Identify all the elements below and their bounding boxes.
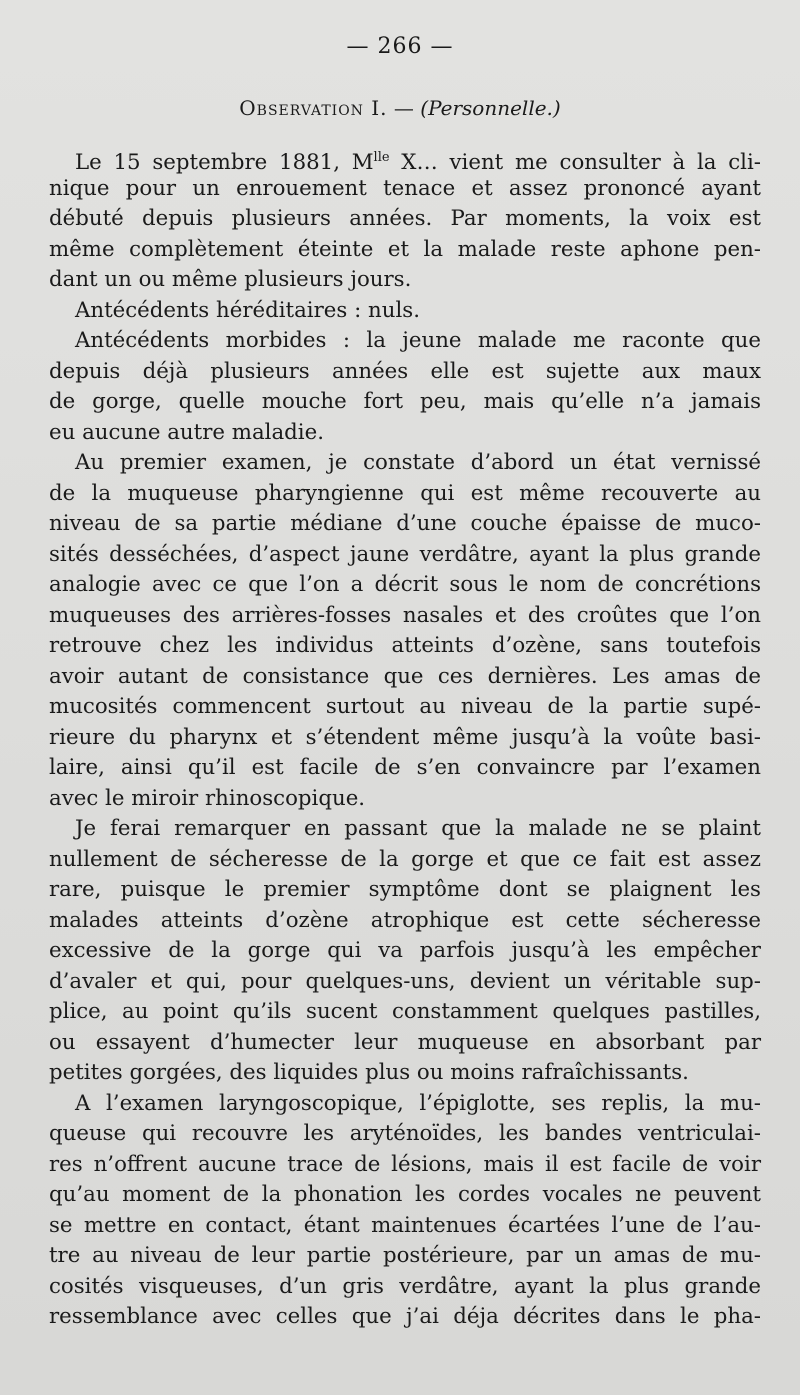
text-line-content: ressemblance avec celles que j’ai déja décrites dans le pha- (49, 1304, 761, 1329)
text-line-content: se mettre en contact, étant maintenues écartées l’une de l’au- (49, 1212, 761, 1238)
text-line (49, 448, 761, 479)
text-line (49, 418, 761, 449)
text-line-content: Antécédents héréditaires : nuls. (75, 297, 420, 323)
text-line (49, 479, 761, 510)
text-line (49, 296, 761, 327)
observation-heading (0, 96, 800, 120)
text-line (49, 1150, 761, 1181)
observation-label: Observation I. (239, 96, 388, 120)
observation-source: (Personnelle.) (420, 96, 561, 120)
text-line-content: mucosités commencent surtout au niveau de la partie supé- (49, 694, 761, 719)
text-line-content: A l’examen laryngoscopique, l’épiglotte, ses replis, la mu- (75, 1090, 761, 1116)
text-line-content: cosités visqueuses, d’un gris verdâtre, ayant la plus grande (49, 1273, 761, 1299)
text-line-content: sités desséchées, d’aspect jaune verdâtre, ayant la plus grande (49, 541, 761, 567)
text-line-content: eu aucune autre maladie. (49, 419, 324, 445)
text-line-content: avoir autant de consistance que ces dernières. Les amas de (49, 663, 761, 689)
text-line-content: muqueuses des arrières-fosses nasales et des croûtes que l’on (49, 602, 761, 628)
text-line (49, 936, 761, 967)
text-line (49, 509, 761, 540)
text-line (49, 997, 761, 1028)
body-text (49, 143, 761, 1333)
text-line (49, 753, 761, 784)
text-line (49, 845, 761, 876)
text-line-content: nullement de sécheresse de la gorge et que ce fait est assez (49, 846, 761, 872)
text-line (49, 357, 761, 388)
text-line-content: Antécédents morbides : la jeune malade me raconte que (75, 328, 761, 353)
text-line (49, 601, 761, 632)
text-line-content: malades atteints d’ozène atrophique est cette sécheresse (49, 907, 761, 933)
text-line-content: niveau de sa partie médiane d’une couche épaisse de muco- (49, 511, 761, 536)
text-line (49, 631, 761, 662)
text-line-content: analogie avec ce que l’on a décrit sous le nom de concrétions (49, 572, 761, 597)
text-line-content: même complètement éteinte et la malade reste aphone pen- (49, 236, 761, 262)
text-line (49, 570, 761, 601)
text-line (49, 1028, 761, 1059)
text-line (49, 1180, 761, 1211)
text-line (49, 875, 761, 906)
text-line (49, 1089, 761, 1120)
text-line-content: rieure du pharynx et s’étendent même jusqu’à la voûte basi- (49, 724, 761, 750)
text-line (49, 143, 761, 174)
text-line (49, 540, 761, 571)
text-line-content: Je ferai remarquer en passant que la malade ne se plaint (75, 816, 761, 841)
text-line (49, 662, 761, 693)
text-line-content: avec le miroir rhinoscopique. (49, 785, 366, 811)
text-line (49, 204, 761, 235)
text-line-continuation: X… vient me consulter à la cli- (389, 150, 761, 175)
text-line-content: Au premier examen, je constate d’abord un état vernissé (75, 450, 761, 475)
text-line-content: de la muqueuse pharyngienne qui est même recouverte au (49, 480, 761, 506)
text-line-content: laire, ainsi qu’il est facile de s’en convaincre par l’examen (49, 755, 761, 780)
page-number: — 266 — (346, 34, 454, 59)
text-line-content: dant un ou même plusieurs jours. (49, 267, 412, 292)
text-line (49, 1119, 761, 1150)
text-line-content: plice, au point qu’ils sucent constamment quelques pastilles, (49, 999, 761, 1024)
text-line (49, 387, 761, 418)
text-line-content: Le 15 septembre 1881, M (75, 150, 374, 175)
text-line-content: nique pour un enrouement tenace et assez prononcé ayant (49, 175, 761, 201)
text-line-content: débuté depuis plusieurs années. Par moments, la voix est (49, 206, 761, 231)
text-line (49, 784, 761, 815)
text-line (49, 265, 761, 296)
text-line (49, 723, 761, 754)
text-line-content: d’avaler et qui, pour quelques-uns, devient un véritable sup- (49, 968, 761, 994)
text-line (49, 174, 761, 205)
text-line (49, 1272, 761, 1303)
text-line (49, 326, 761, 357)
text-line-content: de gorge, quelle mouche fort peu, mais qu’elle n’a jamais (49, 389, 761, 414)
heading-separator: — (387, 96, 421, 120)
text-line-content: tre au niveau de leur partie postérieure, par un amas de mu- (49, 1243, 761, 1268)
text-line (49, 1211, 761, 1242)
text-line (49, 1241, 761, 1272)
text-line-content: petites gorgées, des liquides plus ou moins rafraîchissants. (49, 1060, 689, 1085)
text-line-content: qu’au moment de la phonation les cordes vocales ne peuvent (49, 1182, 761, 1207)
text-line (49, 1302, 761, 1333)
text-line (49, 906, 761, 937)
text-line-content: depuis déjà plusieurs années elle est sujette aux maux (49, 358, 761, 384)
text-line (49, 692, 761, 723)
text-line (49, 235, 761, 266)
text-line (49, 967, 761, 998)
text-line (49, 1058, 761, 1089)
text-line-content: ou essayent d’humecter leur muqueuse en absorbant par (49, 1029, 761, 1055)
text-line-content: retrouve chez les individus atteints d’ozène, sans toutefois (49, 633, 761, 658)
superscript: lle (373, 150, 390, 165)
text-line-content: excessive de la gorge qui va parfois jusqu’à les empêcher (49, 938, 761, 963)
text-line-content: queuse qui recouvre les aryténoïdes, les bandes ventriculai- (49, 1121, 761, 1146)
text-line-content: rare, puisque le premier symptôme dont se plaignent les (49, 877, 761, 902)
text-line-content: res n’offrent aucune trace de lésions, mais il est facile de voir (49, 1151, 761, 1177)
text-line (49, 814, 761, 845)
